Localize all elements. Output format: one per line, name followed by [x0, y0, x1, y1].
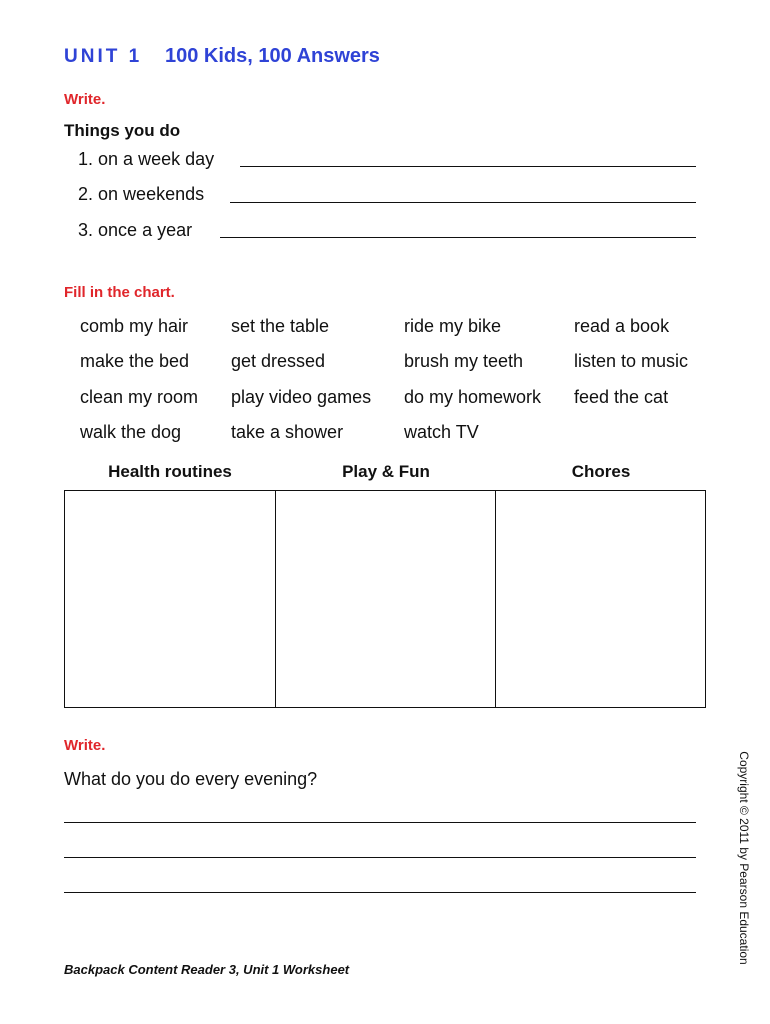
item-3	[78, 220, 192, 241]
chart-cell-play-fun[interactable]	[276, 491, 496, 707]
answer-line-1[interactable]	[240, 166, 696, 167]
word-bank-item: get dressed	[231, 351, 326, 371]
item-2	[78, 184, 204, 205]
item-number: 1.	[78, 149, 94, 169]
section1-instruction: Write.	[64, 91, 106, 108]
section2-instruction: Fill in the chart.	[64, 284, 175, 301]
word-bank-item: take a shower	[231, 422, 344, 442]
word-bank-item: brush my teeth	[404, 351, 524, 371]
word-bank-item: ride my bike	[404, 316, 502, 336]
section3-question: What do you do every evening?	[64, 769, 318, 789]
item-1	[78, 149, 214, 170]
word-bank-item: comb my hair	[80, 316, 189, 336]
item-text: on weekends	[98, 184, 205, 204]
word-bank-item: set the table	[231, 316, 330, 336]
column-header-play-fun: Play & Fun	[342, 462, 430, 481]
item-text: on a week day	[98, 149, 215, 169]
column-header-chores: Chores	[571, 462, 631, 481]
sorting-chart	[64, 490, 706, 708]
footer-text: Backpack Content Reader 3, Unit 1 Worksheet	[64, 962, 350, 977]
answer-line-4[interactable]	[64, 822, 696, 823]
word-bank-item: read a book	[574, 316, 670, 336]
item-number: 3.	[78, 220, 94, 240]
answer-line-2[interactable]	[230, 202, 696, 203]
unit-label: UNIT 1	[64, 46, 143, 67]
answer-line-3[interactable]	[220, 237, 696, 238]
word-bank-item: feed the cat	[574, 387, 669, 407]
unit-title: 100 Kids, 100 Answers	[165, 45, 380, 67]
section1-heading: Things you do	[64, 121, 181, 140]
word-bank-item: do my homework	[404, 387, 542, 407]
section3-instruction: Write.	[64, 737, 106, 754]
word-bank-item: clean my room	[80, 387, 199, 407]
answer-line-5[interactable]	[64, 857, 696, 858]
word-bank-item: play video games	[231, 387, 372, 407]
word-bank-item: make the bed	[80, 351, 190, 371]
word-bank-item: watch TV	[404, 422, 479, 442]
word-bank-item: listen to music	[574, 351, 689, 371]
chart-cell-health[interactable]	[65, 491, 276, 707]
item-text: once a year	[98, 220, 193, 240]
item-number: 2.	[78, 184, 94, 204]
column-header-health: Health routines	[108, 462, 232, 481]
word-bank-item: walk the dog	[80, 422, 182, 442]
answer-line-6[interactable]	[64, 892, 696, 893]
chart-cell-chores[interactable]	[496, 491, 705, 707]
copyright-notice: Copyright © 2011 by Pearson Education	[737, 751, 751, 965]
